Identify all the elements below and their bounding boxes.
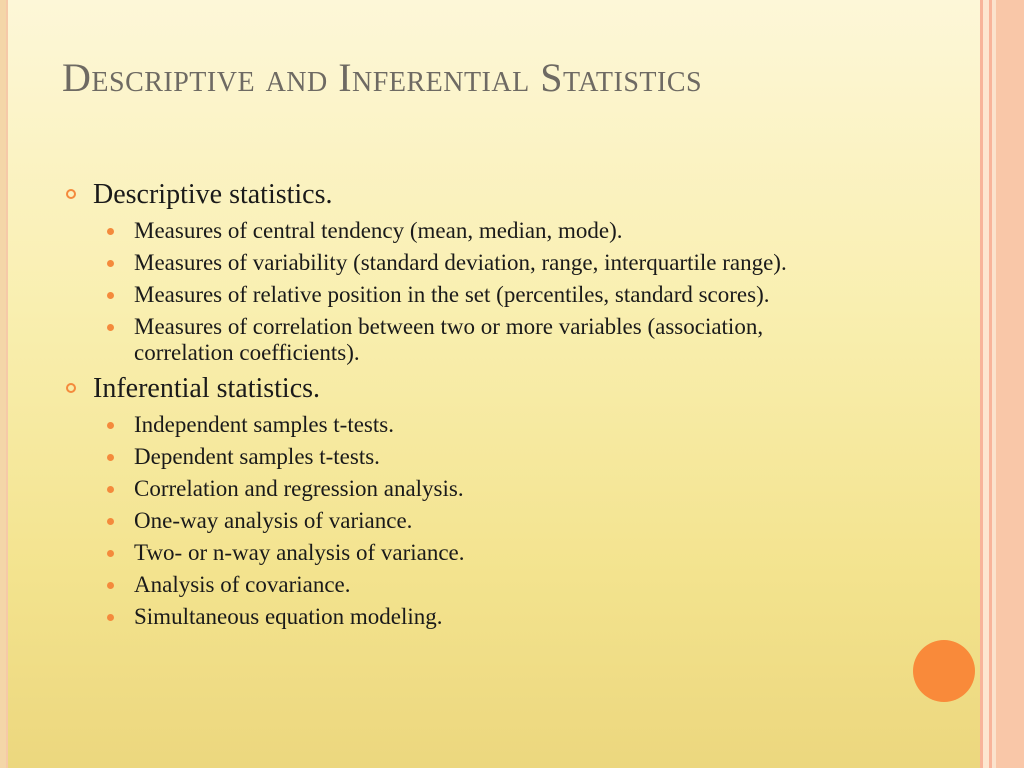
slide-content (60, 178, 960, 636)
slide-title: Descriptive and Inferential Statistics (62, 55, 703, 100)
ring-bullet-icon (66, 189, 76, 199)
dot-bullet-icon (107, 454, 114, 461)
section-heading-text: Inferential statistics. (93, 373, 321, 404)
list-item-text: Simultaneous equation modeling. (134, 604, 443, 629)
list-item (60, 444, 854, 470)
list-item-text: One-way analysis of variance. (134, 508, 413, 533)
right-border-stripe (996, 0, 1024, 768)
section-heading (60, 372, 960, 406)
list-item (60, 412, 854, 438)
list-item-text: Dependent samples t-tests. (134, 444, 380, 469)
dot-bullet-icon (107, 324, 114, 331)
left-border-line (6, 0, 8, 768)
list-item-text: Measures of relative position in the set (percentiles, standard scores). (134, 282, 770, 307)
list-item (60, 604, 854, 630)
list-item (60, 476, 854, 502)
dot-bullet-icon (107, 550, 114, 557)
section-heading-text: Descriptive statistics. (93, 179, 333, 210)
list-item (60, 572, 854, 598)
list-item (60, 508, 854, 534)
list-item (60, 314, 854, 366)
ring-bullet-icon (66, 383, 76, 393)
dot-bullet-icon (107, 260, 114, 267)
list-item (60, 540, 854, 566)
list-item (60, 250, 854, 276)
dot-bullet-icon (107, 486, 114, 493)
dot-bullet-icon (107, 582, 114, 589)
list-item-text: Measures of variability (standard deviation, range, interquartile range). (134, 250, 787, 275)
list-item (60, 282, 854, 308)
list-item-text: Measures of correlation between two or more variables (association, correlation coefficients). (134, 314, 764, 365)
dot-bullet-icon (107, 292, 114, 299)
dot-bullet-icon (107, 228, 114, 235)
decorative-orange-circle (913, 640, 975, 702)
list-item-text: Two- or n-way analysis of variance. (134, 540, 465, 565)
dot-bullet-icon (107, 614, 114, 621)
list-item-text: Correlation and regression analysis. (134, 476, 464, 501)
list-item-text: Measures of central tendency (mean, median, mode). (134, 218, 623, 243)
section-heading (60, 178, 960, 212)
dot-bullet-icon (107, 518, 114, 525)
dot-bullet-icon (107, 422, 114, 429)
list-item (60, 218, 854, 244)
list-item-text: Independent samples t-tests. (134, 412, 394, 437)
list-item-text: Analysis of covariance. (134, 572, 351, 597)
